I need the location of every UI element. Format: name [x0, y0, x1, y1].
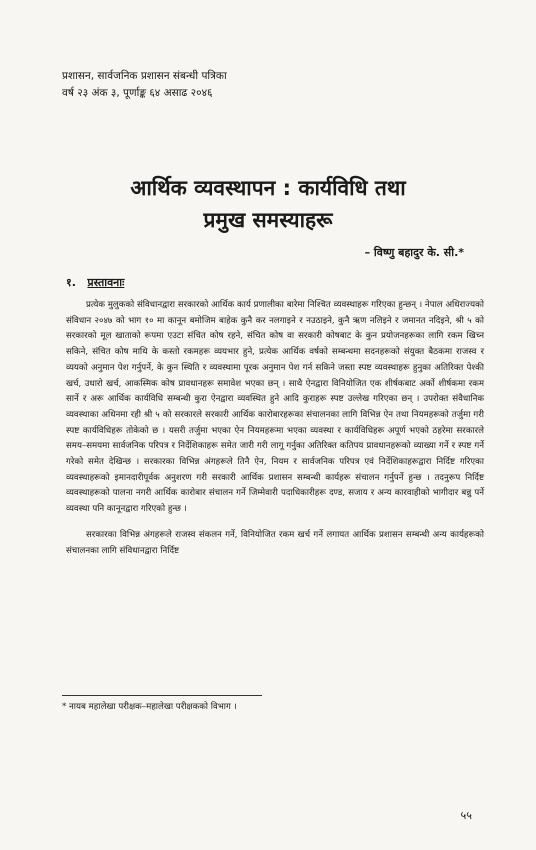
footnote-divider — [62, 695, 262, 696]
title-line-2: प्रमुख समस्याहरू — [203, 208, 333, 232]
author-line: – विष्णु बहादुर के. सी.* — [364, 246, 464, 259]
paragraph-2: सरकारका विभिन्न अंगहरूले राजस्व संकलन गर्ने, विनियोजित रकम खर्च गर्ने लगायत आर्थिक प्रशासन सम्बन्धी अन्य कार्यहरूको संचालनका लागि संविधानद्वारा निर्दिष्ट — [66, 529, 484, 556]
section-heading — [66, 275, 124, 290]
page-number: ५५ — [460, 809, 472, 822]
journal-name: प्रशासन, सार्वजनिक प्रशासन संबन्धी पत्रिका — [62, 70, 227, 82]
footnote: * नायब महालेखा परीक्षक–महालेखा परीक्षकको विभाग । — [62, 702, 237, 712]
section-title: प्रस्तावनाः — [87, 276, 125, 289]
title-line-1: आर्थिक व्यवस्थापन : कार्यविधि तथा — [130, 176, 406, 200]
journal-header — [62, 68, 227, 102]
article-body — [66, 298, 484, 559]
paragraph-1: प्रत्येक मुलुकको संविधानद्वारा सरकारको आर्थिक कार्य प्रणालीका बारेमा निश्चित व्यवस्थाहरू गरिएका हुन्छन् । नेपाल अधिराज्यको संविधान २०४७ को भाग १० मा कानून बमोजिम बाहेक कुनै कर नलगाइने र नउठाइने, कुनै ऋण नलिइने र जमानत नदिइने, श्री ५ को सरकारको मूल खाताको रूपमा एउटा संचित कोष रहने, संचित कोष वा सरकारी कोषबाट के कुन प्रयोजनहरूका लागि रकम खिच्न सकिने, संचित कोष माथि के कस्तो रकमहरू व्ययभार हुने, प्रत्येक आर्थिक वर्षको सम्बन्धमा सदनहरूको संयुक्त बैठकमा राजस्व र व्ययको अनुमान पेश गर्नुपर्ने, के कुन स्थिति र व्यवस्थामा पूरक अनुमान पेश गर्न सकिने जस्ता स्पष्ट व्यवस्थाहरू हुनुका अतिरिक्त पेश्की खर्च, उधारो खर्च, आकस्मिक कोष प्रावधानहरू समावेश भएका छन् । साथै ऐनद्वारा विनियोजित एक शीर्षकबाट अर्को शीर्षकमा रकम सार्ने र अरू आर्थिक कार्यविधि सम्बन्धी कुरा ऐनद्वारा व्यवस्थित हुने आदि कुराहरू स्पष्ट उल्लेख गरिएका छन् । उपरोक्त संवैधानिक व्यवस्थाका अधिनमा रही श्री ५ को सरकारले सरकारी आर्थिक कारोबारहरूका संचालनका लागि विभिन्न ऐन तथा नियमहरूको तर्जुमा गरी स्पष्ट कार्यविधिहरू तोकेको छ । यसरी तर्जुमा भएका ऐन नियमहरूमा भएका व्यवस्था र कार्यविधिहरू अपूर्ण भएको ठहरेमा सरकारले समय–समयमा सार्वजनिक परिपत्र र निर्देशिकाहरू समेत जारी गरी लागू गर्नुका अतिरिक्त कतिपय प्रावधानहरूको व्याख्या गर्ने र स्पष्ट गर्ने गरेको समेत देखिन्छ । सरकारका विभिन्न अंगहरूले तिनै ऐन, नियम र सार्वजनिक परिपत्र एवं निर्देशिकाहरूद्वारा निर्दिष्ट गरिएका व्यवस्थाहरूको इमानदारीपूर्वक अनुशरण गरी सरकारी आर्थिक प्रशासन सम्बन्धी कार्यहरू संचालन गर्नुपर्ने हुन्छ । तदनुरूप निर्दिष्ट व्यवस्थाहरूको पालना नगरी आर्थिक कारोबार संचालन गर्ने जिम्मेवारी पदाधिकारीहरू दण्ड, सजाय र अन्य कारवाहीको भागीदार बन्नु पर्ने व्यवस्था पनि कानूनद्वारा गरिएको हुन्छ । — [66, 300, 484, 515]
section-number: १. — [66, 276, 76, 289]
issue-info: वर्ष २३ अंक ३, पूर्णाङ्क ६४ असाढ २०४६ — [62, 87, 213, 99]
article-title — [0, 172, 536, 236]
